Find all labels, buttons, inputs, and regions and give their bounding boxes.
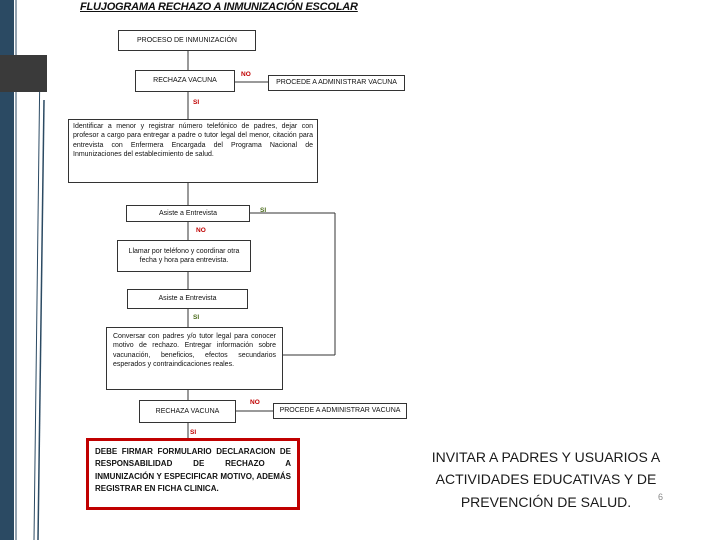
invitation-text: INVITAR A PADRES Y USUARIOS A ACTIVIDADES EDUCATIVAS Y DE PREVENCIÓN DE SALUD. [431, 449, 661, 510]
node-conversar-padres: Conversar con padres y/o tutor legal para conocer motivo de rechazo. Entregar información sobre vacunación, beneficios, efectos secundarios esperados y contraindicaciones reales. [106, 327, 283, 390]
page-number: 6 [658, 492, 664, 502]
node-asiste-entrevista-2: Asiste a Entrevista [127, 289, 248, 309]
edge-label-si-4: SI [190, 429, 197, 436]
node-rechaza-vacuna-1: RECHAZA VACUNA [135, 70, 235, 92]
edge-label-no-2: NO [196, 227, 206, 234]
node-llamar-telefono: Llamar por teléfono y coordinar otra fecha y hora para entrevista. [117, 240, 251, 272]
edge-label-no-3: NO [250, 399, 260, 406]
edge-label-no-1: NO [241, 71, 251, 78]
node-procede-administrar-1: PROCEDE A ADMINISTRAR VACUNA [268, 75, 405, 91]
flowchart-title: FLUJOGRAMA RECHAZO A INMUNIZACIÓN ESCOLAR [80, 1, 358, 13]
node-rechaza-vacuna-2: RECHAZA VACUNA [139, 400, 236, 423]
edge-label-si-2: SI [260, 207, 267, 214]
edge-label-si-3: SI [193, 314, 200, 321]
node-identificar-menor: Identificar a menor y registrar número telefónico de padres, dejar con profesor a cargo para entregar a padre o tutor legal del menor, citación para entrevista con Enfermera Encargada del Programa Nacional de Inmunizaciones del establecimiento de salud. [68, 119, 318, 183]
node-procede-administrar-2: PROCEDE A ADMINISTRAR VACUNA [273, 403, 407, 419]
node-firmar-formulario: DEBE FIRMAR FORMULARIO DECLARACION DE RESPONSABILIDAD DE RECHAZO A INMUNIZACIÓN Y ESPECIFICAR MOTIVO, ADEMÁS REGISTRAR EN FICHA CLINICA. [86, 438, 300, 510]
edge-label-si-1: SI [193, 99, 200, 106]
node-proceso-inmunizacion: PROCESO DE INMUNIZACIÓN [118, 30, 256, 51]
node-asiste-entrevista-1: Asiste a Entrevista [126, 205, 250, 222]
